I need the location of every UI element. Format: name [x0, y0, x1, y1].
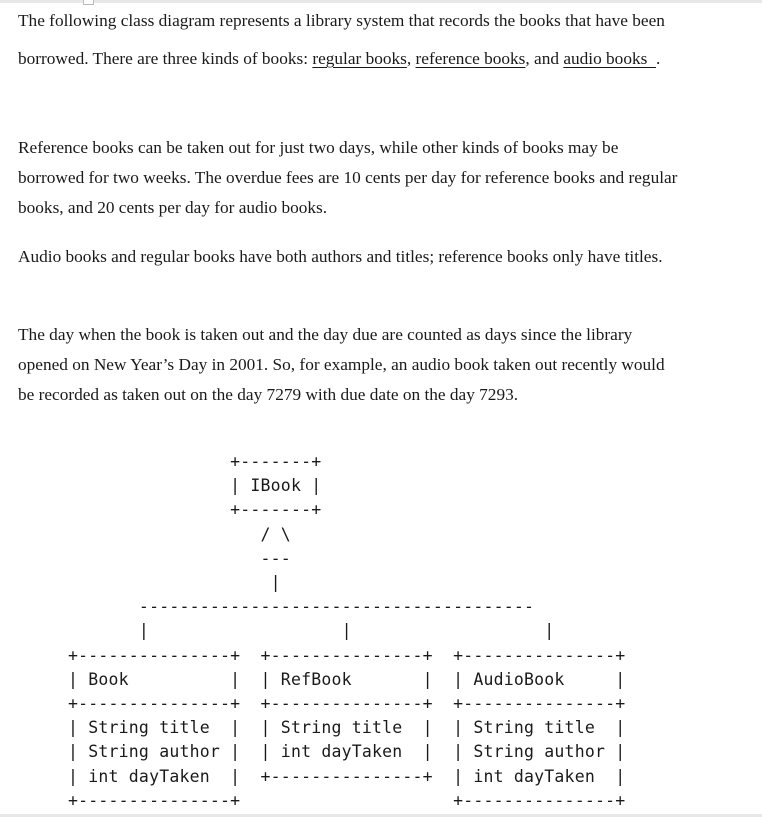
reference-books-link[interactable]: reference books: [415, 49, 526, 68]
intro-separator-2: , and: [525, 49, 564, 68]
intro-paragraph: [18, 2, 680, 78]
intro-period: .: [655, 49, 661, 68]
audio-books-link[interactable]: audio books: [563, 49, 656, 68]
fields-rule-paragraph: Audio books and regular books have both authors and titles; reference books only have titles.: [18, 247, 663, 266]
intro-separator-1: ,: [406, 49, 416, 68]
regular-books-link[interactable]: regular books: [312, 49, 407, 68]
class-diagram: +-------+ | IBook | +-------+ / \ --- | --------------------------------------- | | | +---------------+ +---------------+ +---------------+ | Book | | RefBook | | AudioBook | +---------------+ +---------------+ +---------------+ | String title | | String title | | String title | | String author | | int dayTaken | | String author | | int dayTaken | +---------------+ | int dayTaken | +---------------+ +---------------+: [68, 452, 626, 810]
day-counting-paragraph: The day when the book is taken out and the day due are counted as days since the library opened on New Year’s Day in 2001. So, for example, an audio book taken out recently would be recorded as taken out on the day 7279 with due date on the day 7293.: [18, 325, 665, 404]
intro-text: The following class diagram represents a library system that records the books that have been borrowed. There are three kinds of books:: [18, 11, 665, 68]
loan-rules-paragraph: Reference books can be taken out for just two days, while other kinds of books may be borrowed for two weeks. The overdue fees are 10 cents per day for reference books and regular books, and 20 cents per day for audio books.: [18, 138, 678, 217]
